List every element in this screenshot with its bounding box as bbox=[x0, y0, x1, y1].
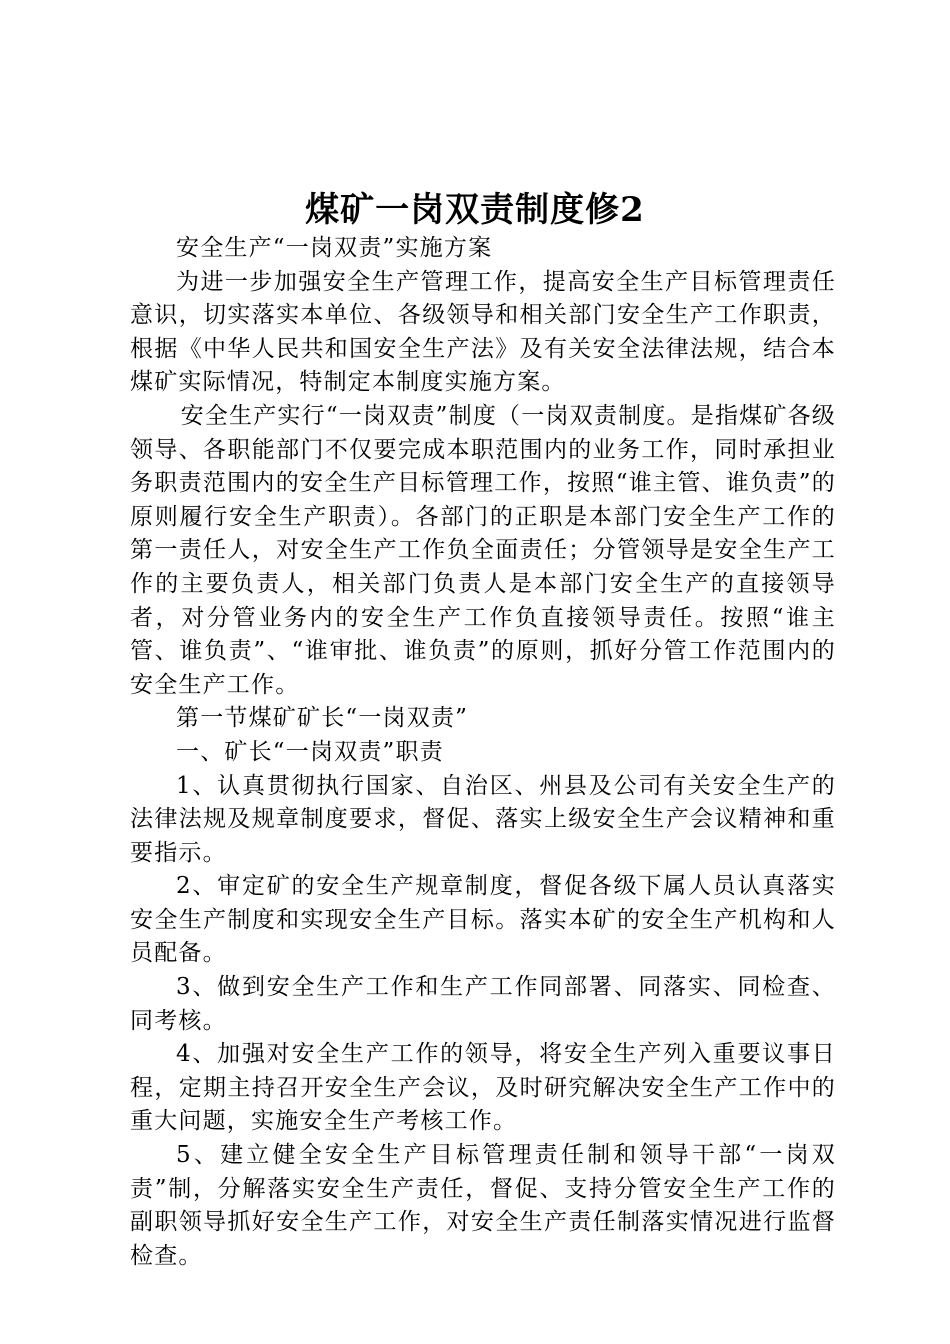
paragraph-system-definition: 安全生产实行“一岗双责”制度（一岗双责制度。是指煤矿各级领导、各职能部门不仅要完成本职范围内的业务工作，同时承担业务职责范围内的安全生产目标管理工作，按照“谁主管、谁负责”的原则履行安全生产职责）。各部门的正职是本部门安全生产工作的第一责任人，对安全生产工作负全面责任；分管领导是安全生产工作的主要负责人，相关部门负责人是本部门安全生产的直接领导者，对分管业务内的安全生产工作负直接领导责任。按照“谁主管、谁负责”、“谁审批、谁负责”的原则，抓好分管工作范围内的安全生产工作。 bbox=[130, 402, 836, 698]
paragraph-intro: 为进一步加强安全生产管理工作，提高安全生产目标管理责任意识，切实落实本单位、各级领导和相关部门安全生产工作职责，根据《中华人民共和国安全生产法》及有关安全法律法规，结合本煤矿实际情况，特制定本制度实施方案。 bbox=[130, 268, 836, 396]
document-body bbox=[130, 232, 836, 1273]
list-item-3: 3、做到安全生产工作和生产工作同部署、同落实、同检查、同考核。 bbox=[130, 974, 836, 1034]
subsection-heading: 一、矿长“一岗双责”职责 bbox=[176, 738, 444, 765]
paragraph-subtitle: 安全生产“一岗双责”实施方案 bbox=[176, 235, 493, 261]
list-item-1: 1、认真贯彻执行国家、自治区、州县及公司有关安全生产的法律法规及规章制度要求，督促、落实上级安全生产会议精神和重要指示。 bbox=[130, 772, 836, 866]
list-item-4: 4、加强对安全生产工作的领导，将安全生产列入重要议事日程，定期主持召开安全生产会议，及时研究解决安全生产工作中的重大问题，实施安全生产考核工作。 bbox=[130, 1041, 836, 1135]
section-heading: 第一节煤矿矿长“一岗双责” bbox=[176, 705, 469, 732]
list-item-2: 2、审定矿的安全生产规章制度，督促各级下属人员认真落实安全生产制度和实现安全生产目标。落实本矿的安全生产机构和人员配备。 bbox=[130, 873, 836, 967]
list-item-5: 5、建立健全安全生产目标管理责任制和领导干部“一岗双责”制，分解落实安全生产责任，督促、支持分管安全生产工作的副职领导抓好安全生产工作，对安全生产责任制落实情况进行监督检查。 bbox=[130, 1142, 836, 1269]
document-title: 煤矿一岗双责制度修2 bbox=[305, 190, 645, 230]
